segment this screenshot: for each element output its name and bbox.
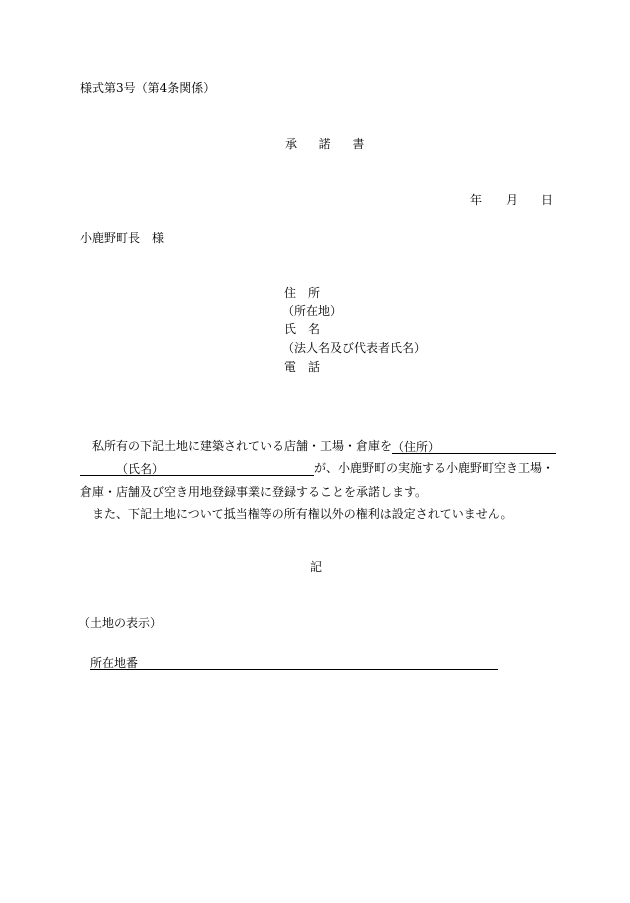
land-lot-label: 所在地番 [90, 656, 139, 670]
date-day: 日 [541, 193, 554, 207]
land-lot-field[interactable] [90, 655, 498, 670]
land-heading: （土地の表示） [78, 616, 163, 630]
address-field-label: （住所） [392, 440, 441, 454]
document-title [285, 136, 364, 152]
title-char-3: 書 [352, 137, 365, 151]
consent-line-2 [80, 460, 554, 476]
ki-heading: 記 [310, 560, 323, 574]
title-char-1: 承 [285, 137, 298, 151]
date-month: 月 [506, 193, 519, 207]
name-field-label: （氏名） [116, 462, 165, 476]
address-label: 住 所 [284, 286, 321, 300]
consent-paragraph-2: また、下記土地について抵当権等の所有権以外の権利は設定されていません。 [92, 507, 513, 521]
corp-label: （法人名及び代表者氏名） [282, 341, 427, 355]
title-char-2: 諾 [318, 137, 331, 151]
consent-text-prefix: 私所有の下記土地に建築されている店舗・工場・倉庫を [92, 439, 393, 453]
land-lot-row [90, 654, 498, 670]
name-label: 氏 名 [284, 322, 321, 336]
consent-line-3: 倉庫・店舗及び空き用地登録事業に登録することを承諾します。 [80, 485, 428, 499]
date-year: 年 [470, 193, 483, 207]
form-number: 様式第3号（第4条関係） [80, 81, 216, 95]
name-blank-field[interactable] [80, 461, 314, 476]
addressee: 小鹿野町長 様 [80, 231, 165, 245]
consent-text-suffix: が、小鹿野町の実施する小鹿野町空き工場・ [314, 461, 555, 475]
address-blank-field[interactable] [392, 439, 556, 454]
location-label: （所在地） [282, 304, 343, 318]
phone-label: 電 話 [284, 360, 321, 374]
consent-line-1 [92, 438, 556, 454]
